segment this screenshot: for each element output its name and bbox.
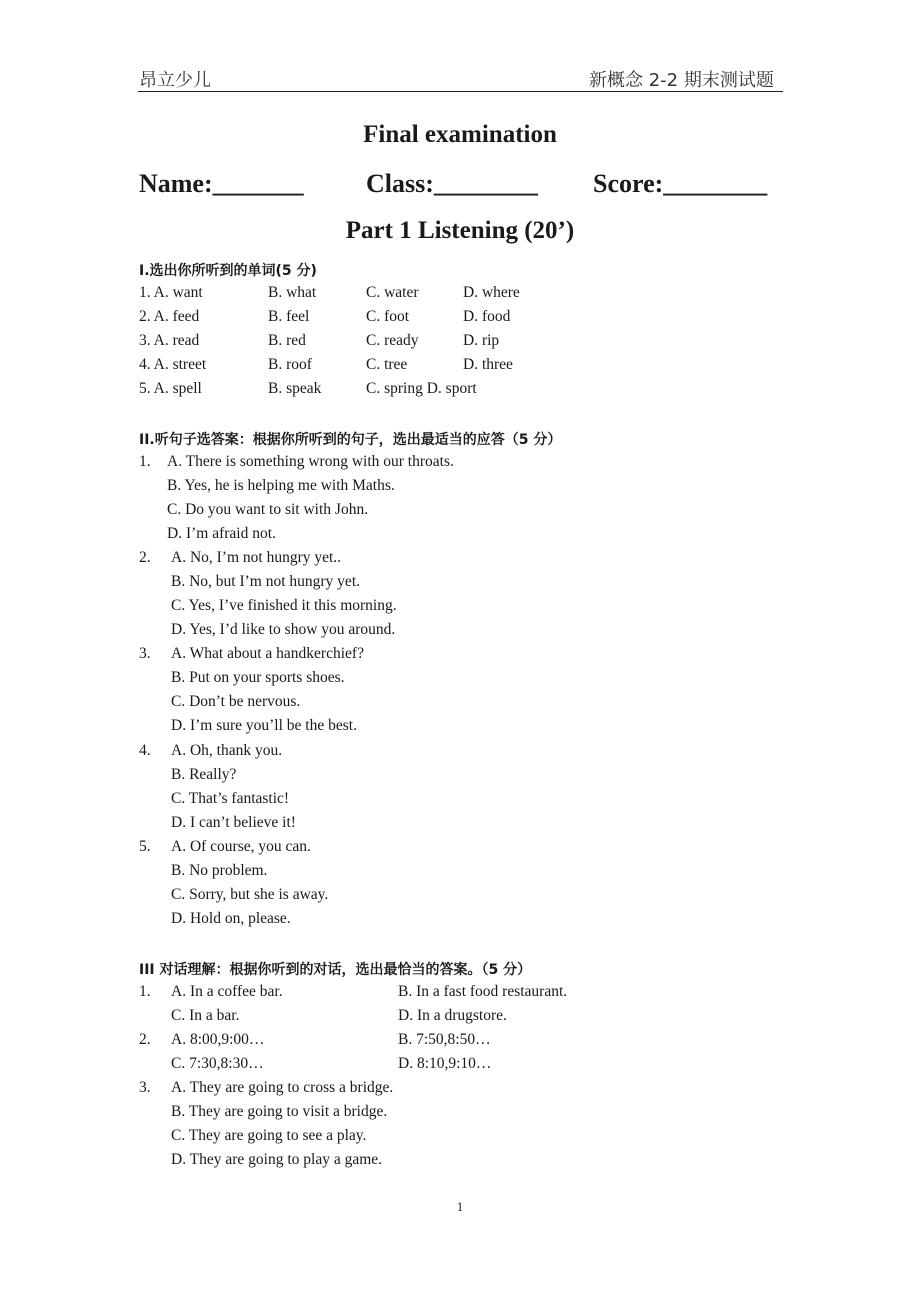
s2-q1-option-d: D. I’m afraid not. [167, 525, 276, 542]
s3-q1-option-a: A. In a coffee bar. [171, 983, 283, 1000]
s2-q4-option-a: A. Oh, thank you. [171, 742, 283, 759]
s3-q3-option-c: C. They are going to see a play. [171, 1127, 367, 1144]
s2-q3-number: 3. [139, 645, 151, 662]
s3-q2-number: 2. [139, 1031, 151, 1048]
s2-q2-option-c: C. Yes, I’ve finished it this morning. [171, 597, 397, 614]
s2-q4-option-c: C. That’s fantastic! [171, 790, 290, 807]
s1-row5-b: B. speak [268, 380, 322, 397]
s2-q4-number: 4. [139, 742, 151, 759]
class-field: Class:________ [366, 169, 538, 198]
header-right: 新概念 2-2 期末测试题 [589, 70, 774, 91]
s2-q5-number: 5. [139, 838, 151, 855]
s2-q5-option-d: D. Hold on, please. [171, 910, 291, 927]
s2-q4-option-d: D. I can’t believe it! [171, 814, 296, 831]
s3-q2-option-c: C. 7:30,8:30… [171, 1055, 264, 1072]
s2-q1-number: 1. [139, 453, 151, 470]
s3-q2-option-a: A. 8:00,9:00… [171, 1031, 265, 1048]
s2-q5-option-c: C. Sorry, but she is away. [171, 886, 329, 903]
s1-row1-d: D. where [463, 284, 520, 301]
page-number: 1 [456, 1199, 464, 1214]
s3-q3-option-b: B. They are going to visit a bridge. [171, 1103, 388, 1120]
s2-q1-option-b: B. Yes, he is helping me with Maths. [167, 477, 395, 494]
s2-q3-option-d: D. I’m sure you’ll be the best. [171, 717, 357, 734]
s2-q5-option-a: A. Of course, you can. [171, 838, 311, 855]
s1-row3-a: 3. A. read [139, 332, 200, 349]
s1-row1-a: 1. A. want [139, 284, 203, 301]
s2-q3-option-b: B. Put on your sports shoes. [171, 669, 345, 686]
s1-row4-b: B. roof [268, 356, 312, 373]
s3-q3-option-a: A. They are going to cross a bridge. [171, 1079, 394, 1096]
s2-q4-option-b: B. Really? [171, 766, 237, 783]
s2-q2-option-d: D. Yes, I’d like to show you around. [171, 621, 396, 638]
score-field: Score:________ [593, 169, 768, 198]
s1-row3-c: C. ready [366, 332, 419, 349]
s1-row3-d: D. rip [463, 332, 500, 349]
s3-q1-option-b: B. In a fast food restaurant. [398, 983, 568, 1000]
s2-q1-option-c: C. Do you want to sit with John. [167, 501, 369, 518]
s2-q2-option-a: A. No, I’m not hungry yet.. [171, 549, 342, 566]
s3-q2-option-d: D. 8:10,9:10… [398, 1055, 492, 1072]
s1-row4-a: 4. A. street [139, 356, 207, 373]
s2-q3-option-c: C. Don’t be nervous. [171, 693, 301, 710]
s2-q3-option-a: A. What about a handkerchief? [171, 645, 364, 662]
section1-heading: I.选出你所听到的单词(5 分) [139, 263, 317, 279]
s3-q3-number: 3. [139, 1079, 151, 1096]
s1-row4-c: C. tree [366, 356, 408, 373]
s3-q1-number: 1. [139, 983, 151, 1000]
s2-q2-option-b: B. No, but I’m not hungry yet. [171, 573, 360, 590]
s1-row2-a: 2. A. feed [139, 308, 200, 325]
s1-row5-a: 5. A. spell [139, 380, 202, 397]
s1-row1-c: C. water [366, 284, 419, 301]
s2-q5-option-b: B. No problem. [171, 862, 268, 879]
s1-row3-b: B. red [268, 332, 306, 349]
page-title: Final examination [363, 121, 557, 148]
s1-row2-b: B. feel [268, 308, 310, 325]
section3-heading: III 对话理解：根据你听到的对话，选出最恰当的答案。（5 分） [139, 962, 532, 978]
s3-q2-option-b: B. 7:50,8:50… [398, 1031, 491, 1048]
s1-row2-d: D. food [463, 308, 511, 325]
header-left: 昂立少儿 [139, 70, 211, 91]
s1-row1-b: B. what [268, 284, 317, 301]
section2-heading: II.听句子选答案：根据你所听到的句子，选出最适当的应答（5 分） [139, 432, 562, 448]
s3-q1-option-d: D. In a drugstore. [398, 1007, 507, 1024]
s1-row5-cd: C. spring D. sport [366, 380, 477, 397]
s3-q1-option-c: C. In a bar. [171, 1007, 240, 1024]
header-rule [138, 91, 783, 92]
part-heading: Part 1 Listening (20’) [345, 217, 575, 244]
name-field: Name:_______ [139, 169, 304, 198]
s2-q1-option-a: A. There is something wrong with our throats. [167, 453, 454, 470]
s3-q3-option-d: D. They are going to play a game. [171, 1151, 383, 1168]
s1-row4-d: D. three [463, 356, 513, 373]
s1-row2-c: C. foot [366, 308, 410, 325]
s2-q2-number: 2. [139, 549, 151, 566]
